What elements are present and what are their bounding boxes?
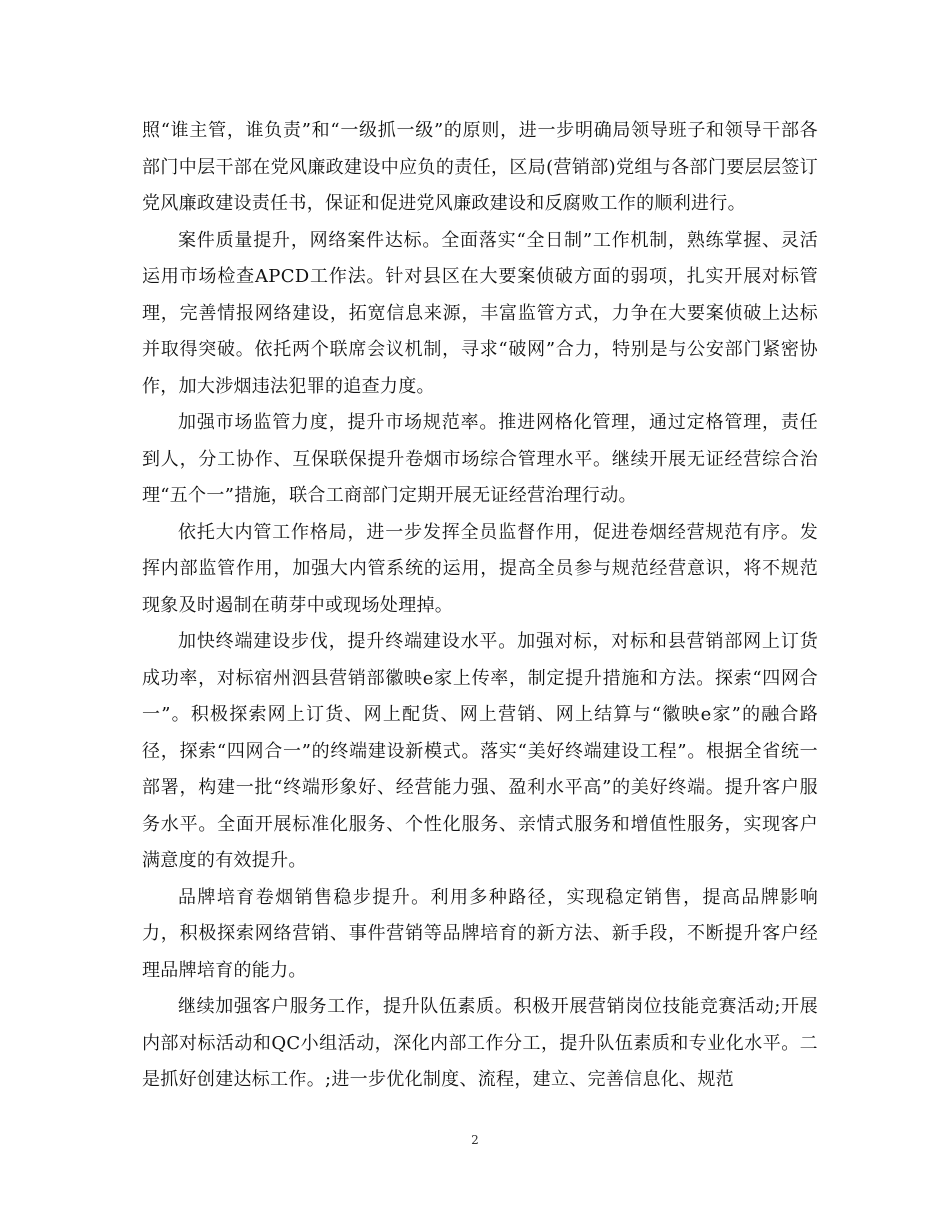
paragraph-6: 品牌培育卷烟销售稳步提升。利用多种路径，实现稳定销售，提高品牌影响力，积极探索网络营销、事件营销等品牌培育的新方法、新手段，不断提升客户经理品牌培育的能力。 <box>142 886 818 981</box>
paragraph-7: 继续加强客户服务工作，提升队伍素质。积极开展营销岗位技能竞赛活动;开展内部对标活动和QC小组活动，深化内部工作分工，提升队伍素质和专业化水平。二是抓好创建达标工作。;进一步优化制度、流程，建立、完善信息化、规范 <box>142 996 818 1090</box>
document-body <box>142 113 818 1099</box>
page-number: 2 <box>471 1133 479 1147</box>
paragraph-4: 依托大内管工作格局，进一步发挥全员监督作用，促进卷烟经营规范有序。发挥内部监管作用，加强大内管系统的运用，提高全员参与规范经营意识，将不规范现象及时遏制在萌芽中或现场处理掉。 <box>142 521 818 616</box>
paragraph-1: 照“谁主管，谁负责”和“一级抓一级”的原则，进一步明确局领导班子和领导干部各部门中层干部在党风廉政建设中应负的责任，区局(营销部)党组与各部门要层层签订党风廉政建设责任书，保证和促进党风廉政建设和反腐败工作的顺利进行。 <box>142 120 818 214</box>
paragraph-2: 案件质量提升，网络案件达标。全面落实“全日制”工作机制，熟练掌握、灵活运用市场检查APCD工作法。针对县区在大要案侦破方面的弱项，扎实开展对标管理，完善情报网络建设，拓宽信息来源，丰富监管方式，力争在大要案侦破上达标并取得突破。依托两个联席会议机制，寻求“破网”合力，特别是与公安部门紧密协作，加大涉烟违法犯罪的追查力度。 <box>142 229 818 397</box>
paragraph-5: 加快终端建设步伐，提升终端建设水平。加强对标，对标和县营销部网上订货成功率，对标宿州泗县营销部徽映e家上传率，制定提升措施和方法。探索“四网合一”。积极探索网上订货、网上配货、网上营销、网上结算与“徽映e家”的融合路径，探索“四网合一”的终端建设新模式。落实“美好终端建设工程”。根据全省统一部署，构建一批“终端形象好、经营能力强、盈利水平高”的美好终端。提升客户服务水平。全面开展标准化服务、个性化服务、亲情式服务和增值性服务，实现客户满意度的有效提升。 <box>142 631 818 871</box>
paragraph-3: 加强市场监管力度，提升市场规范率。推进网格化管理，通过定格管理，责任到人，分工协作、互保联保提升卷烟市场综合管理水平。继续开展无证经营综合治理“五个一”措施，联合工商部门定期开展无证经营治理行动。 <box>142 412 818 506</box>
